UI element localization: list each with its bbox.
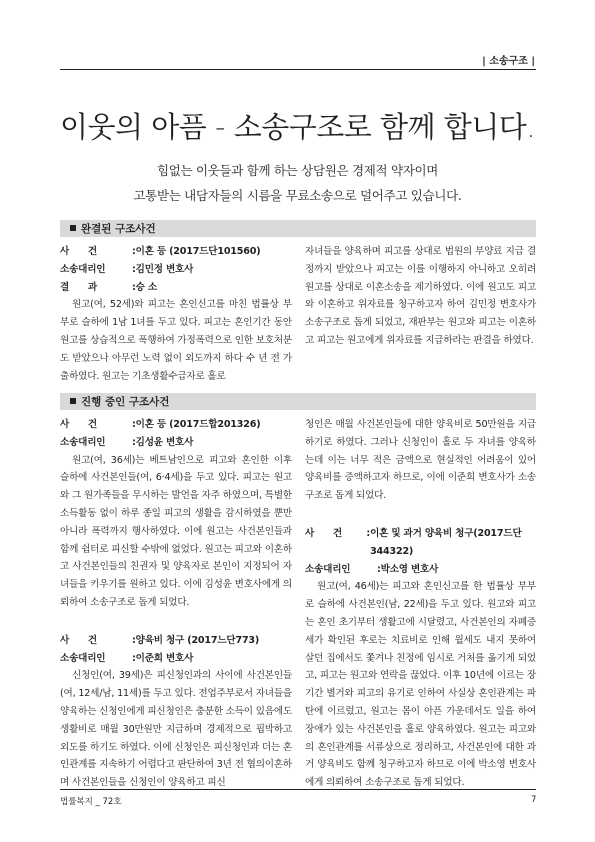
case-body-text: 청인은 매월 사건본인들에 대한 양육비로 50만원을 지급하기로 하였다. 그러나 신청인이 홀로 두 자녀를 양육하는데 이는 너무 적은 금액으로 현실적인 어려움이 있어 양육비를 증액하고자 하므로, 이에 이준희 변호사가 소송구조로 돕게 되었다.	[305, 419, 536, 502]
subtitle-line-2: 고통받는 내담자들의 시름을 무료소송으로 덜어주고 있습니다.	[133, 188, 462, 203]
section1-right-column	[305, 243, 536, 350]
field-label: 소송대리인	[60, 263, 106, 275]
subtitle	[0, 158, 595, 208]
field-value: 승 소	[135, 281, 157, 293]
field-label: 사 건	[60, 246, 97, 257]
section1-left-column	[60, 243, 292, 385]
square-bullet-icon	[70, 398, 76, 404]
case-field-row: 소송대리인 : 이준희 변호사	[60, 650, 292, 668]
field-value: 박소영 변호사	[380, 563, 439, 575]
footer-rule	[60, 789, 536, 790]
field-label: 소송대리인	[60, 652, 106, 664]
field-value: 양육비 청구 (2017느단773)	[135, 634, 260, 646]
section2-left-column	[60, 416, 292, 792]
field-label: 결 과	[60, 281, 97, 293]
subtitle-line-1: 힘없는 이웃들과 함께 하는 상담원은 경제적 약자이며	[156, 163, 439, 178]
case-field-row: 결 과 : 승 소	[60, 279, 292, 297]
section-tag: | 소송구조 |	[482, 56, 535, 67]
case-field-row: 사 건 : 이혼 등 (2017드합201326)	[60, 416, 292, 434]
section-heading-ongoing	[60, 393, 536, 410]
case-body-text: 원고(여, 36세)는 베트남인으로 피고와 혼인한 이후 슬하에 사건본인들(여, 6·4세)을 두고 있다. 피고는 원고와 그 원가족들을 무시하는 발언을 자주 하였으며, 특별한 소득활동 없이 하루 종일 피고의 생활을 감시하였을 뿐만 아니라 폭력까지 행사하였다. 이에 원고는 사건본인들과 함께 쉼터로 피신할 수밖에 없었다. 원고는 피고와 이혼하고 사건본인들의 친권자 및 양육자로 본인이 지정되어 자녀들을 키우기를 원하고 있다. 이에 김성윤 변호사에게 의뢰하여 소송구조로 돕게 되었다.	[60, 454, 292, 608]
page-number: 7	[531, 795, 537, 805]
case-body-text: 신청인(여, 39세)은 피신청인과의 사이에 사건본인들(여, 12세/남, 11세)를 두고 있다. 전업주부로서 자녀들을 양육하는 신청인에게 피신청인은 충분한 소득이 있음에도 생활비로 매월 30만원만 지급하며 경제적으로 핍박하고 외도를 하기도 하였다. 이에 신청인은 피신청인과 더는 혼인관계를 지속하기 어렵다고 판단하여 3년 전 협의이혼하며 사건본인들을 신청인이 양육하고 피신	[60, 670, 292, 789]
case-body-text: 원고(여, 52세)와 피고는 혼인신고를 마친 법률상 부부로 슬하에 1남 1녀를 두고 있다. 피고는 혼인기간 동안 원고를 상습적으로 폭행하여 가정폭력으로 인한 보호처분도 받았으나 아무런 노력 없이 외도까지 하다 수 년 전 가출하였다. 원고는 기초생활수급자로 홀로	[60, 299, 292, 382]
case-field-row: 사 건 : 이혼 등 (2017드단101560)	[60, 243, 292, 261]
case-field-row: 소송대리인 : 김민정 변호사	[60, 261, 292, 279]
case-field-row: 소송대리인 : 김성윤 변호사	[60, 434, 292, 452]
field-value: 김성윤 변호사	[135, 436, 194, 448]
header-rule	[60, 69, 536, 70]
square-bullet-icon	[70, 225, 76, 231]
field-value: 김민정 변호사	[135, 263, 194, 275]
page-title: 이웃의 아픔 - 소송구조로 함께 합니다.	[60, 110, 535, 144]
section-heading-label: 완결된 구조사건	[81, 223, 156, 235]
field-label: 사 건	[305, 527, 342, 539]
field-value: 이혼 등 (2017드합201326)	[135, 419, 261, 430]
case-body-text: 자녀들을 양육하며 피고를 상대로 법원의 부양료 지급 결정까지 받았으나 피고는 이를 이행하지 아니하고 오히려 원고를 상대로 이혼소송을 제기하였다. 이에 원고도 피고와 이혼하고 위자료를 청구하고자 하여 김민정 변호사가 소송구조로 돕게 되었고, 재판부는 원고와 피고는 이혼하고 피고는 원고에게 위자료를 지급하라는 판결을 하였다.	[305, 246, 536, 346]
field-label: 사 건	[60, 634, 97, 646]
case-field-row: 소송대리인 : 박소영 변호사	[305, 561, 536, 579]
section-heading-completed	[60, 220, 536, 237]
case-field-row: 사 건 : 이혼 및 과거 양육비 청구(2017드단344322)	[305, 525, 536, 561]
field-value: 이준희 변호사	[135, 652, 194, 664]
field-value: 이혼 및 과거 양육비 청구(2017드단344322)	[370, 527, 522, 557]
section-heading-label: 진행 중인 구조사건	[81, 396, 170, 408]
footer-publication: 법률복지 _ 72호	[60, 797, 122, 807]
case-body-text: 원고(여, 46세)는 피고와 혼인신고를 한 법률상 부부로 슬하에 사건본인(남, 22세)을 두고 있다. 원고와 피고는 혼인 초기부터 생활고에 시달렸고, 사건본인의 자폐증세가 확인된 후로는 치료비로 인해 월세도 내지 못하여 살던 집에서도 쫓겨나 친정에 임시로 거처를 옮기게 되었고, 피고는 원고와 연락을 끊었다. 이후 10년에 이르는 장기간 별거와 피고의 유기로 인하여 사실상 혼인관계는 파탄에 이르렀고, 원고는 몸이 아픈 가운데서도 일을 하여 장애가 있는 사건본인을 홀로 양육하였다. 원고는 피고와의 혼인관계를 서류상으로 정리하고, 사건본인에 대한 과거 양육비도 함께 청구하고자 하므로 이에 박소영 변호사에게 의뢰하여 소송구조로 돕게 되었다.	[305, 581, 536, 789]
field-label: 소송대리인	[305, 563, 351, 575]
section2-right-column	[305, 416, 536, 792]
field-label: 사 건	[60, 419, 97, 430]
field-label: 소송대리인	[60, 436, 106, 448]
case-field-row: 사 건 : 양육비 청구 (2017느단773)	[60, 632, 292, 650]
field-value: 이혼 등 (2017드단101560)	[135, 246, 261, 257]
